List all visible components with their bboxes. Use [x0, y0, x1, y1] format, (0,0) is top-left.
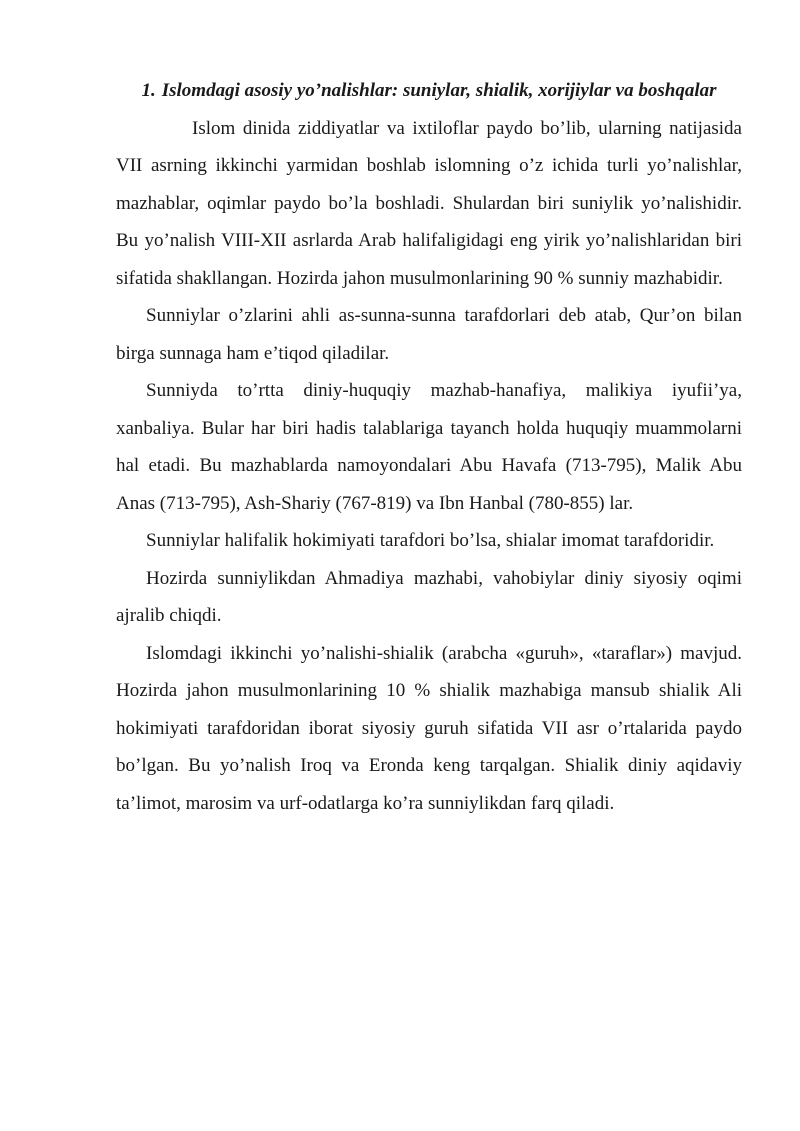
paragraph-2: Sunniylar o’zlarini ahli as-sunna-sunna tarafdorlari deb atab, Qur’on bilan birga sunnaga ham e’tiqod qiladilar.	[116, 305, 742, 364]
paragraph-3: Sunniyda to’rtta diniy-huquqiy mazhab-hanafiya, malikiya iyufii’ya, xanbaliya. Bular har biri hadis talablariga tayanch holda huquqiy muammolarni hal etadi. Bu mazhablarda namoyondalari Abu Havafa (713-795), Malik Abu Anas (713-795), Ash-Shariy (767-819) va Ibn Hanbal (780-855) lar.	[116, 380, 742, 514]
paragraph-6: Islomdagi ikkinchi yo’nalishi-shialik (arabcha «guruh», «taraflar») mavjud. Hozirda jahon musulmonlarining 10 % shialik mazhabiga mansub shialik Ali hokimiyati tarafdoridan iborat siyosiy guruh sifatida VII asr o’rtalarida paydo bo’lgan. Bu yo’nalish Iroq va Eronda keng tarqalgan. Shialik diniy aqidaviy ta’limot, marosim va urf-odatlarga ko’ra sunniylikdan farq qiladi.	[116, 642, 742, 814]
section-title: Islomdagi asosiy yo’nalishlar: suniylar, shialik, xorijiylar va boshqalar	[161, 80, 717, 101]
section-heading	[116, 72, 742, 110]
section-number: 1.	[141, 80, 156, 101]
paragraph-5: Hozirda sunniylikdan Ahmadiya mazhabi, vahobiylar diniy siyosiy oqimi ajralib chiqdi.	[116, 567, 742, 626]
paragraph-4: Sunniylar halifalik hokimiyati tarafdori bo’lsa, shialar imomat tarafdoridir.	[146, 530, 715, 551]
paragraph-1: Islom dinida ziddiyatlar va ixtiloflar paydo bo’lib, ularning natijasida VII asrning ikkinchi yarmidan boshlab islomning o’z ichida turli yo’nalishlar, mazhablar, oqimlar paydo bo’la boshladi. Shulardan biri suniylik yo’nalishidir. Bu yo’nalish VIII-XII asrlarda Arab halifaligidagi eng yirik yo’nalishlaridan biri sifatida shakllangan. Hozirda jahon musulmonlarining 90 % sunniy mazhabidir.	[116, 117, 742, 289]
document-page	[116, 72, 742, 822]
